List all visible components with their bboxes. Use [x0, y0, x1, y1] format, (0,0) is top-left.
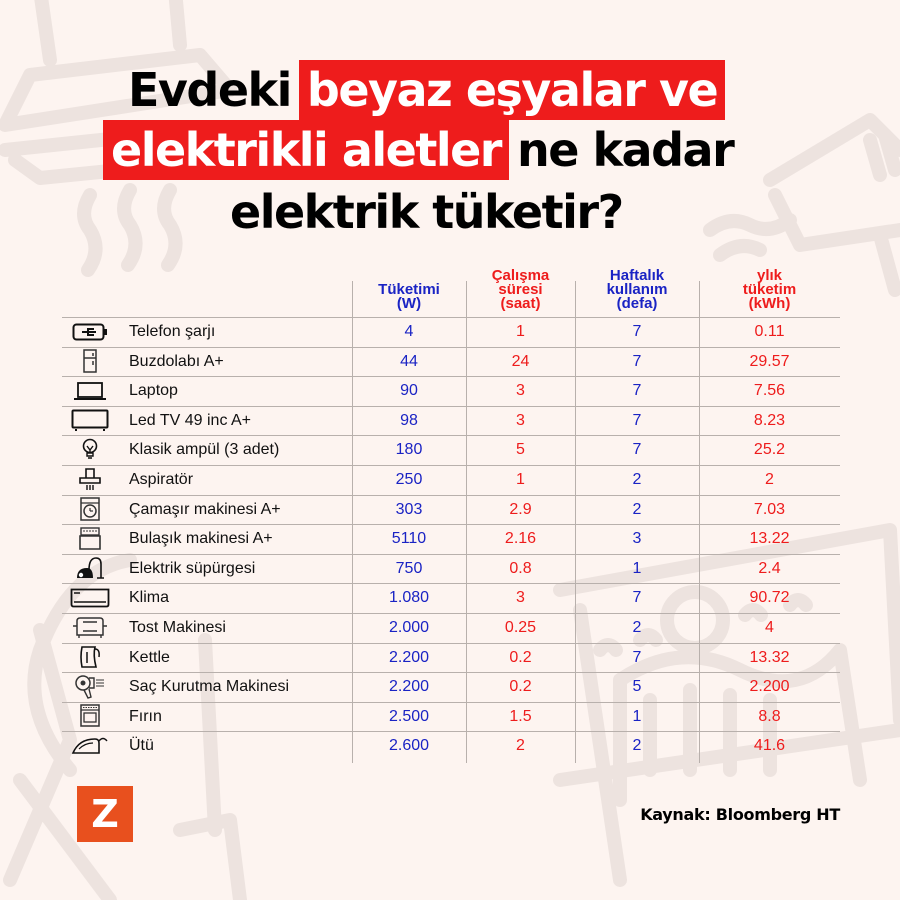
weekly-value: 3 [632, 530, 642, 548]
appliance-name: Aspiratör [129, 471, 194, 488]
header-text: ylık [756, 267, 783, 284]
watts-value: 2.200 [388, 678, 430, 696]
yearly-value: 90.72 [749, 589, 790, 607]
toaster-icon [70, 615, 110, 640]
watts-value: 2.500 [388, 707, 430, 725]
header-text: (saat) [500, 295, 541, 312]
table-row [62, 347, 840, 377]
weekly-value: 7 [632, 589, 642, 607]
table-row [62, 583, 840, 613]
table-row [62, 613, 840, 643]
headline-plain-text: ne kadar [517, 123, 734, 177]
weekly-value: 7 [632, 441, 642, 459]
refrigerator-icon [70, 349, 110, 374]
table-row [62, 465, 840, 495]
watts-value: 2.600 [388, 737, 430, 755]
vacuum-cleaner-icon [70, 556, 110, 581]
header-text: Tüketimi [378, 281, 440, 298]
watts-value: 4 [404, 323, 414, 340]
weekly-value: 7 [632, 352, 642, 370]
yearly-value: 29.57 [749, 352, 790, 370]
headline-plain-text: elektrik tüketir? [230, 185, 623, 239]
appliance-name: Ütü [129, 737, 154, 755]
weekly-value: 7 [632, 323, 642, 340]
weekly-value: 2 [632, 619, 642, 636]
watts-value: 750 [395, 559, 423, 577]
appliance-name: Fırın [129, 707, 162, 725]
weekly-value: 2 [632, 737, 642, 755]
oven-icon [70, 704, 110, 729]
watts-value: 2.000 [388, 619, 430, 636]
table-row [62, 731, 840, 761]
appliance-name: Çamaşır makinesi A+ [129, 500, 281, 518]
table-row [62, 643, 840, 673]
table-row [62, 435, 840, 465]
table-row [62, 702, 840, 732]
source-credit: Kaynak: Bloomberg HT [640, 805, 840, 824]
iron-icon [70, 733, 110, 758]
weekly-value: 7 [632, 648, 642, 666]
logo-letter: Z [91, 792, 119, 836]
headline-line-2 [103, 120, 733, 180]
light-bulb-icon [70, 437, 110, 462]
yearly-value: 0.11 [754, 323, 785, 340]
table-row [62, 524, 840, 554]
kettle-icon [70, 645, 110, 670]
brand-logo [77, 786, 133, 842]
weekly-value: 7 [632, 411, 642, 429]
header-text: süresi [498, 281, 543, 298]
header-text: kullanım [606, 281, 668, 298]
header-yearly-consumption [699, 258, 840, 317]
appliance-name: Bulaşık makinesi A+ [129, 530, 273, 548]
appliance-name: Elektrik süpürgesi [129, 559, 256, 577]
weekly-value: 1 [632, 559, 642, 577]
appliance-name: Led TV 49 inc A+ [129, 411, 252, 429]
watts-value: 98 [400, 411, 418, 429]
appliance-name: Tost Makinesi [129, 619, 226, 636]
hours-value: 24 [511, 352, 530, 370]
watts-value: 250 [395, 471, 423, 488]
table-row [62, 317, 840, 347]
hours-value: 3 [516, 382, 525, 400]
headline-plain-text: Evdeki [128, 63, 291, 117]
tv-icon [70, 408, 110, 433]
appliance-name: Klasik ampül (3 adet) [129, 441, 280, 459]
yearly-value: 2.200 [749, 678, 790, 696]
header-text: Haftalık [609, 267, 665, 284]
yearly-value: 13.32 [749, 648, 790, 666]
hours-value: 0.8 [509, 559, 532, 577]
headline-line-3 [230, 182, 623, 242]
table-row [62, 376, 840, 406]
watts-value: 5110 [391, 530, 427, 548]
yearly-value: 2.4 [758, 559, 781, 577]
header-operating-hours [466, 258, 575, 317]
hours-value: 2 [516, 737, 525, 755]
appliance-name: Kettle [129, 648, 170, 666]
appliance-name: Klima [129, 589, 170, 607]
phone-charger-icon [70, 319, 110, 344]
washing-machine-icon [70, 497, 110, 522]
hair-dryer-icon [70, 674, 110, 699]
watts-value: 303 [395, 500, 423, 518]
appliance-name: Laptop [129, 382, 178, 400]
yearly-value: 7.03 [753, 500, 786, 518]
table-row [62, 495, 840, 525]
table-row [62, 406, 840, 436]
hours-value: 3 [516, 411, 525, 429]
header-weekly-usage [575, 258, 699, 317]
watts-value: 44 [400, 352, 418, 370]
watts-value: 2.200 [388, 648, 430, 666]
headline-highlight: beyaz eşyalar ve [299, 60, 725, 120]
hours-value: 2.9 [509, 500, 532, 518]
weekly-value: 7 [632, 382, 642, 400]
yearly-value: 25.2 [753, 441, 786, 459]
weekly-value: 2 [632, 471, 642, 488]
table-row [62, 554, 840, 584]
watts-value: 90 [400, 382, 418, 400]
dishwasher-icon [70, 526, 110, 551]
hours-value: 0.2 [509, 678, 532, 696]
appliance-name: Telefon şarjı [129, 323, 216, 340]
headline-line-1 [124, 60, 725, 120]
table-row [62, 672, 840, 702]
weekly-value: 5 [632, 678, 642, 696]
air-conditioner-icon [70, 585, 110, 610]
yearly-value: 4 [765, 619, 774, 636]
header-text: Çalışma [491, 267, 550, 284]
watts-value: 180 [395, 441, 423, 459]
range-hood-icon [70, 467, 110, 492]
yearly-value: 41.6 [753, 737, 786, 755]
yearly-value: 13.22 [749, 530, 790, 548]
yearly-value: 2 [765, 471, 774, 488]
weekly-value: 2 [632, 500, 642, 518]
yearly-value: 7.56 [753, 382, 786, 400]
header-text: (W) [396, 295, 422, 312]
hours-value: 1.5 [509, 707, 532, 725]
header-consumption-watts [352, 258, 466, 317]
yearly-value: 8.23 [753, 411, 786, 429]
yearly-value: 8.8 [758, 707, 781, 725]
watts-value: 1.080 [388, 589, 430, 607]
hours-value: 5 [516, 441, 525, 459]
header-text: (kWh) [748, 295, 791, 312]
headline-highlight: elektrikli aletler [103, 120, 509, 180]
laptop-icon [70, 378, 110, 403]
hours-value: 1 [516, 471, 525, 488]
hours-value: 0.25 [504, 619, 537, 636]
hours-value: 3 [516, 589, 525, 607]
weekly-value: 1 [632, 707, 642, 725]
appliance-name: Saç Kurutma Makinesi [129, 678, 290, 696]
header-text: tüketim [742, 281, 797, 298]
hours-value: 2.16 [504, 530, 537, 548]
hours-value: 1 [516, 323, 525, 340]
header-text: (defa) [616, 295, 658, 312]
hours-value: 0.2 [509, 648, 532, 666]
appliance-name: Buzdolabı A+ [129, 352, 224, 370]
